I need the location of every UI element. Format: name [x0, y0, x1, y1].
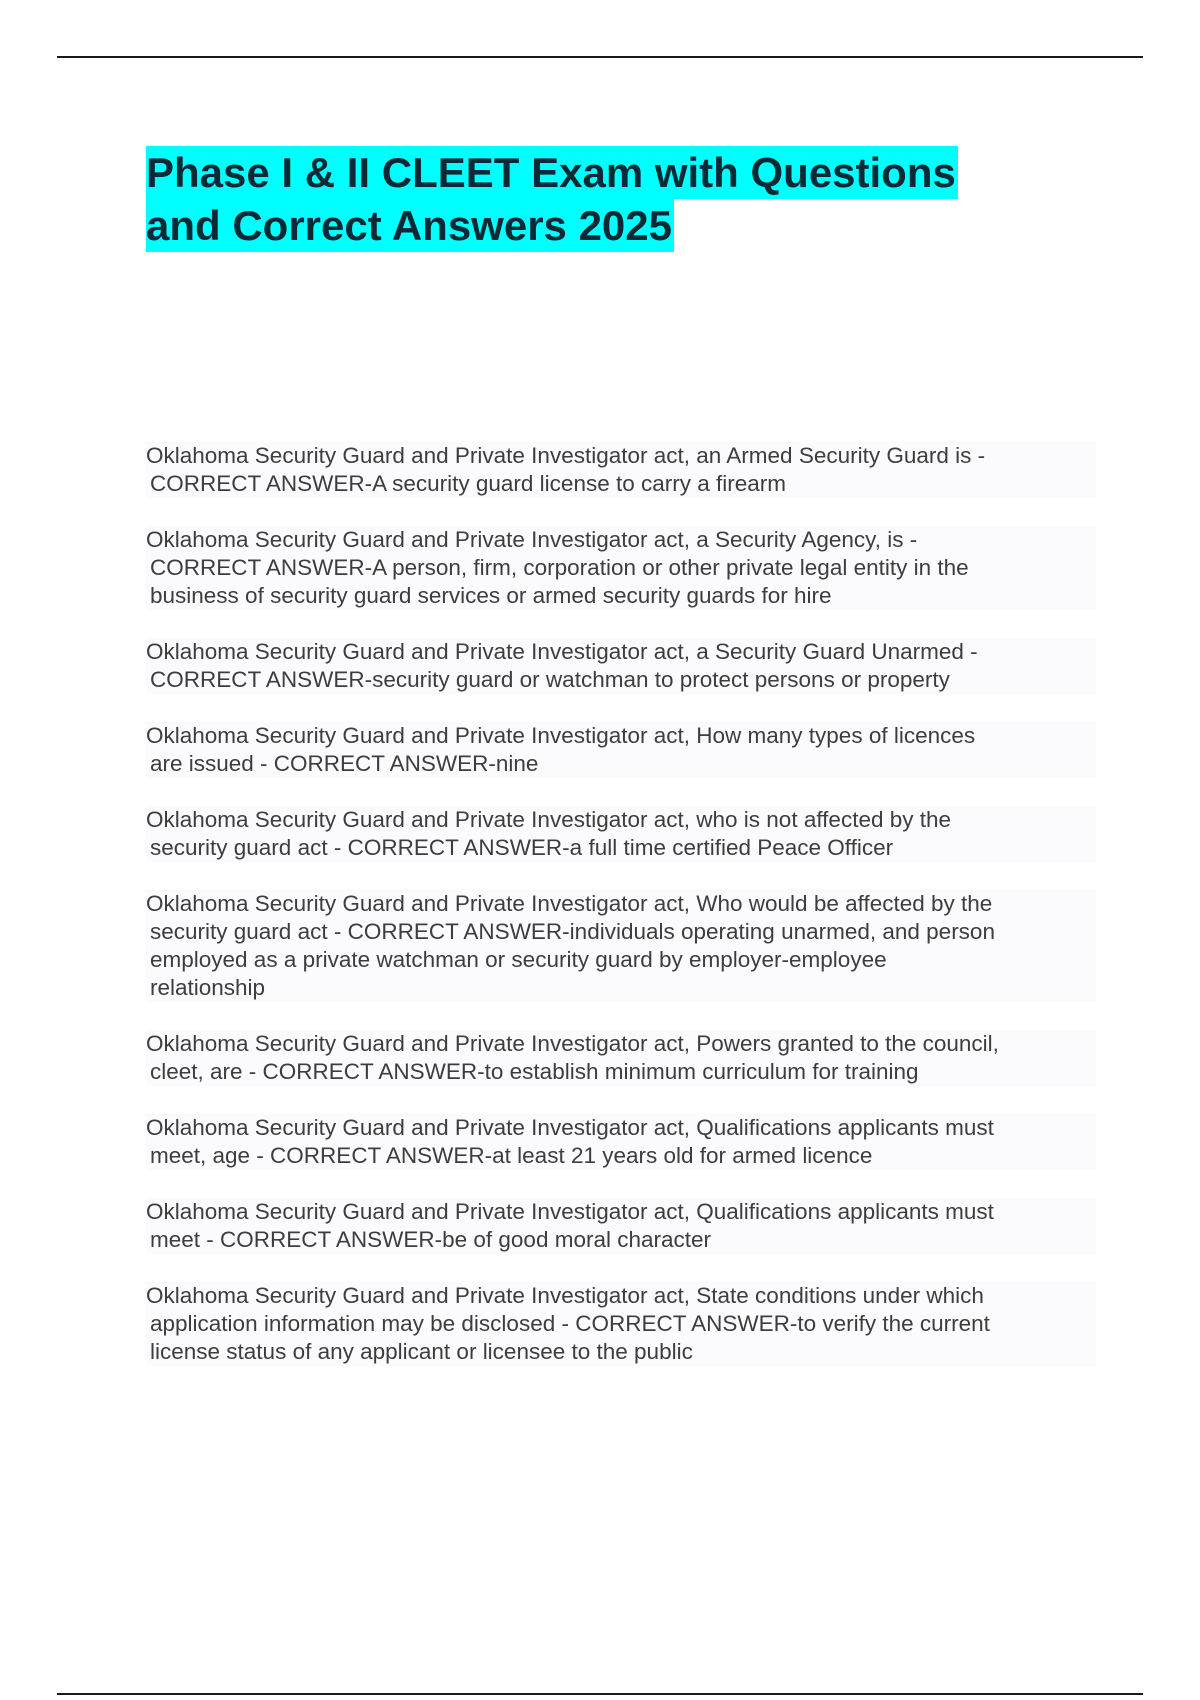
answer-line: cleet, are - CORRECT ANSWER-to establish minimum curriculum for training [150, 1059, 919, 1084]
answer-line: security guard act - CORRECT ANSWER-individuals operating unarmed, and person [150, 919, 995, 944]
qa-item [146, 1030, 1096, 1086]
answer-line: are issued - CORRECT ANSWER-nine [150, 751, 539, 776]
qa-item [146, 1114, 1096, 1170]
question-line: Oklahoma Security Guard and Private Investigator act, State conditions under which [146, 1283, 984, 1308]
answer-line: relationship [150, 975, 266, 1000]
question-line: Oklahoma Security Guard and Private Investigator act, a Security Guard Unarmed - [146, 639, 978, 664]
question-line: Oklahoma Security Guard and Private Investigator act, a Security Agency, is - [146, 527, 918, 552]
answer-line: license status of any applicant or licensee to the public [150, 1339, 693, 1364]
qa-item [146, 638, 1096, 694]
question-line: Oklahoma Security Guard and Private Investigator act, Powers granted to the council, [146, 1031, 999, 1056]
answer-line: meet, age - CORRECT ANSWER-at least 21 years old for armed licence [150, 1143, 873, 1168]
qa-item [146, 722, 1096, 778]
qa-item [146, 526, 1096, 610]
qa-list [146, 442, 1096, 1394]
qa-item [146, 1198, 1096, 1254]
qa-item [146, 442, 1096, 498]
answer-line: CORRECT ANSWER-A security guard license to carry a firearm [150, 471, 787, 496]
question-line: Oklahoma Security Guard and Private Investigator act, Who would be affected by the [146, 891, 993, 916]
answer-line: application information may be disclosed - CORRECT ANSWER-to verify the current [150, 1311, 990, 1336]
bottom-rule [57, 1693, 1143, 1695]
top-rule [57, 56, 1143, 58]
answer-line: CORRECT ANSWER-security guard or watchman to protect persons or property [150, 667, 950, 692]
qa-item [146, 1282, 1096, 1366]
question-line: Oklahoma Security Guard and Private Investigator act, Qualifications applicants must [146, 1115, 994, 1140]
title-line-2: and Correct Answers 2025 [146, 199, 674, 252]
answer-line: meet - CORRECT ANSWER-be of good moral character [150, 1227, 712, 1252]
question-line: Oklahoma Security Guard and Private Investigator act, an Armed Security Guard is - [146, 443, 986, 468]
question-line: Oklahoma Security Guard and Private Investigator act, who is not affected by the [146, 807, 952, 832]
qa-item [146, 890, 1096, 1002]
question-line: Oklahoma Security Guard and Private Investigator act, How many types of licences [146, 723, 976, 748]
title-line-1: Phase I & II CLEET Exam with Questions [146, 146, 958, 199]
qa-item [146, 806, 1096, 862]
answer-line: CORRECT ANSWER-A person, firm, corporation or other private legal entity in the [150, 555, 969, 580]
document-title [146, 146, 1106, 252]
answer-line: security guard act - CORRECT ANSWER-a full time certified Peace Officer [150, 835, 894, 860]
answer-line: employed as a private watchman or security guard by employer-employee [150, 947, 887, 972]
answer-line: business of security guard services or armed security guards for hire [150, 583, 832, 608]
question-line: Oklahoma Security Guard and Private Investigator act, Qualifications applicants must [146, 1199, 994, 1224]
